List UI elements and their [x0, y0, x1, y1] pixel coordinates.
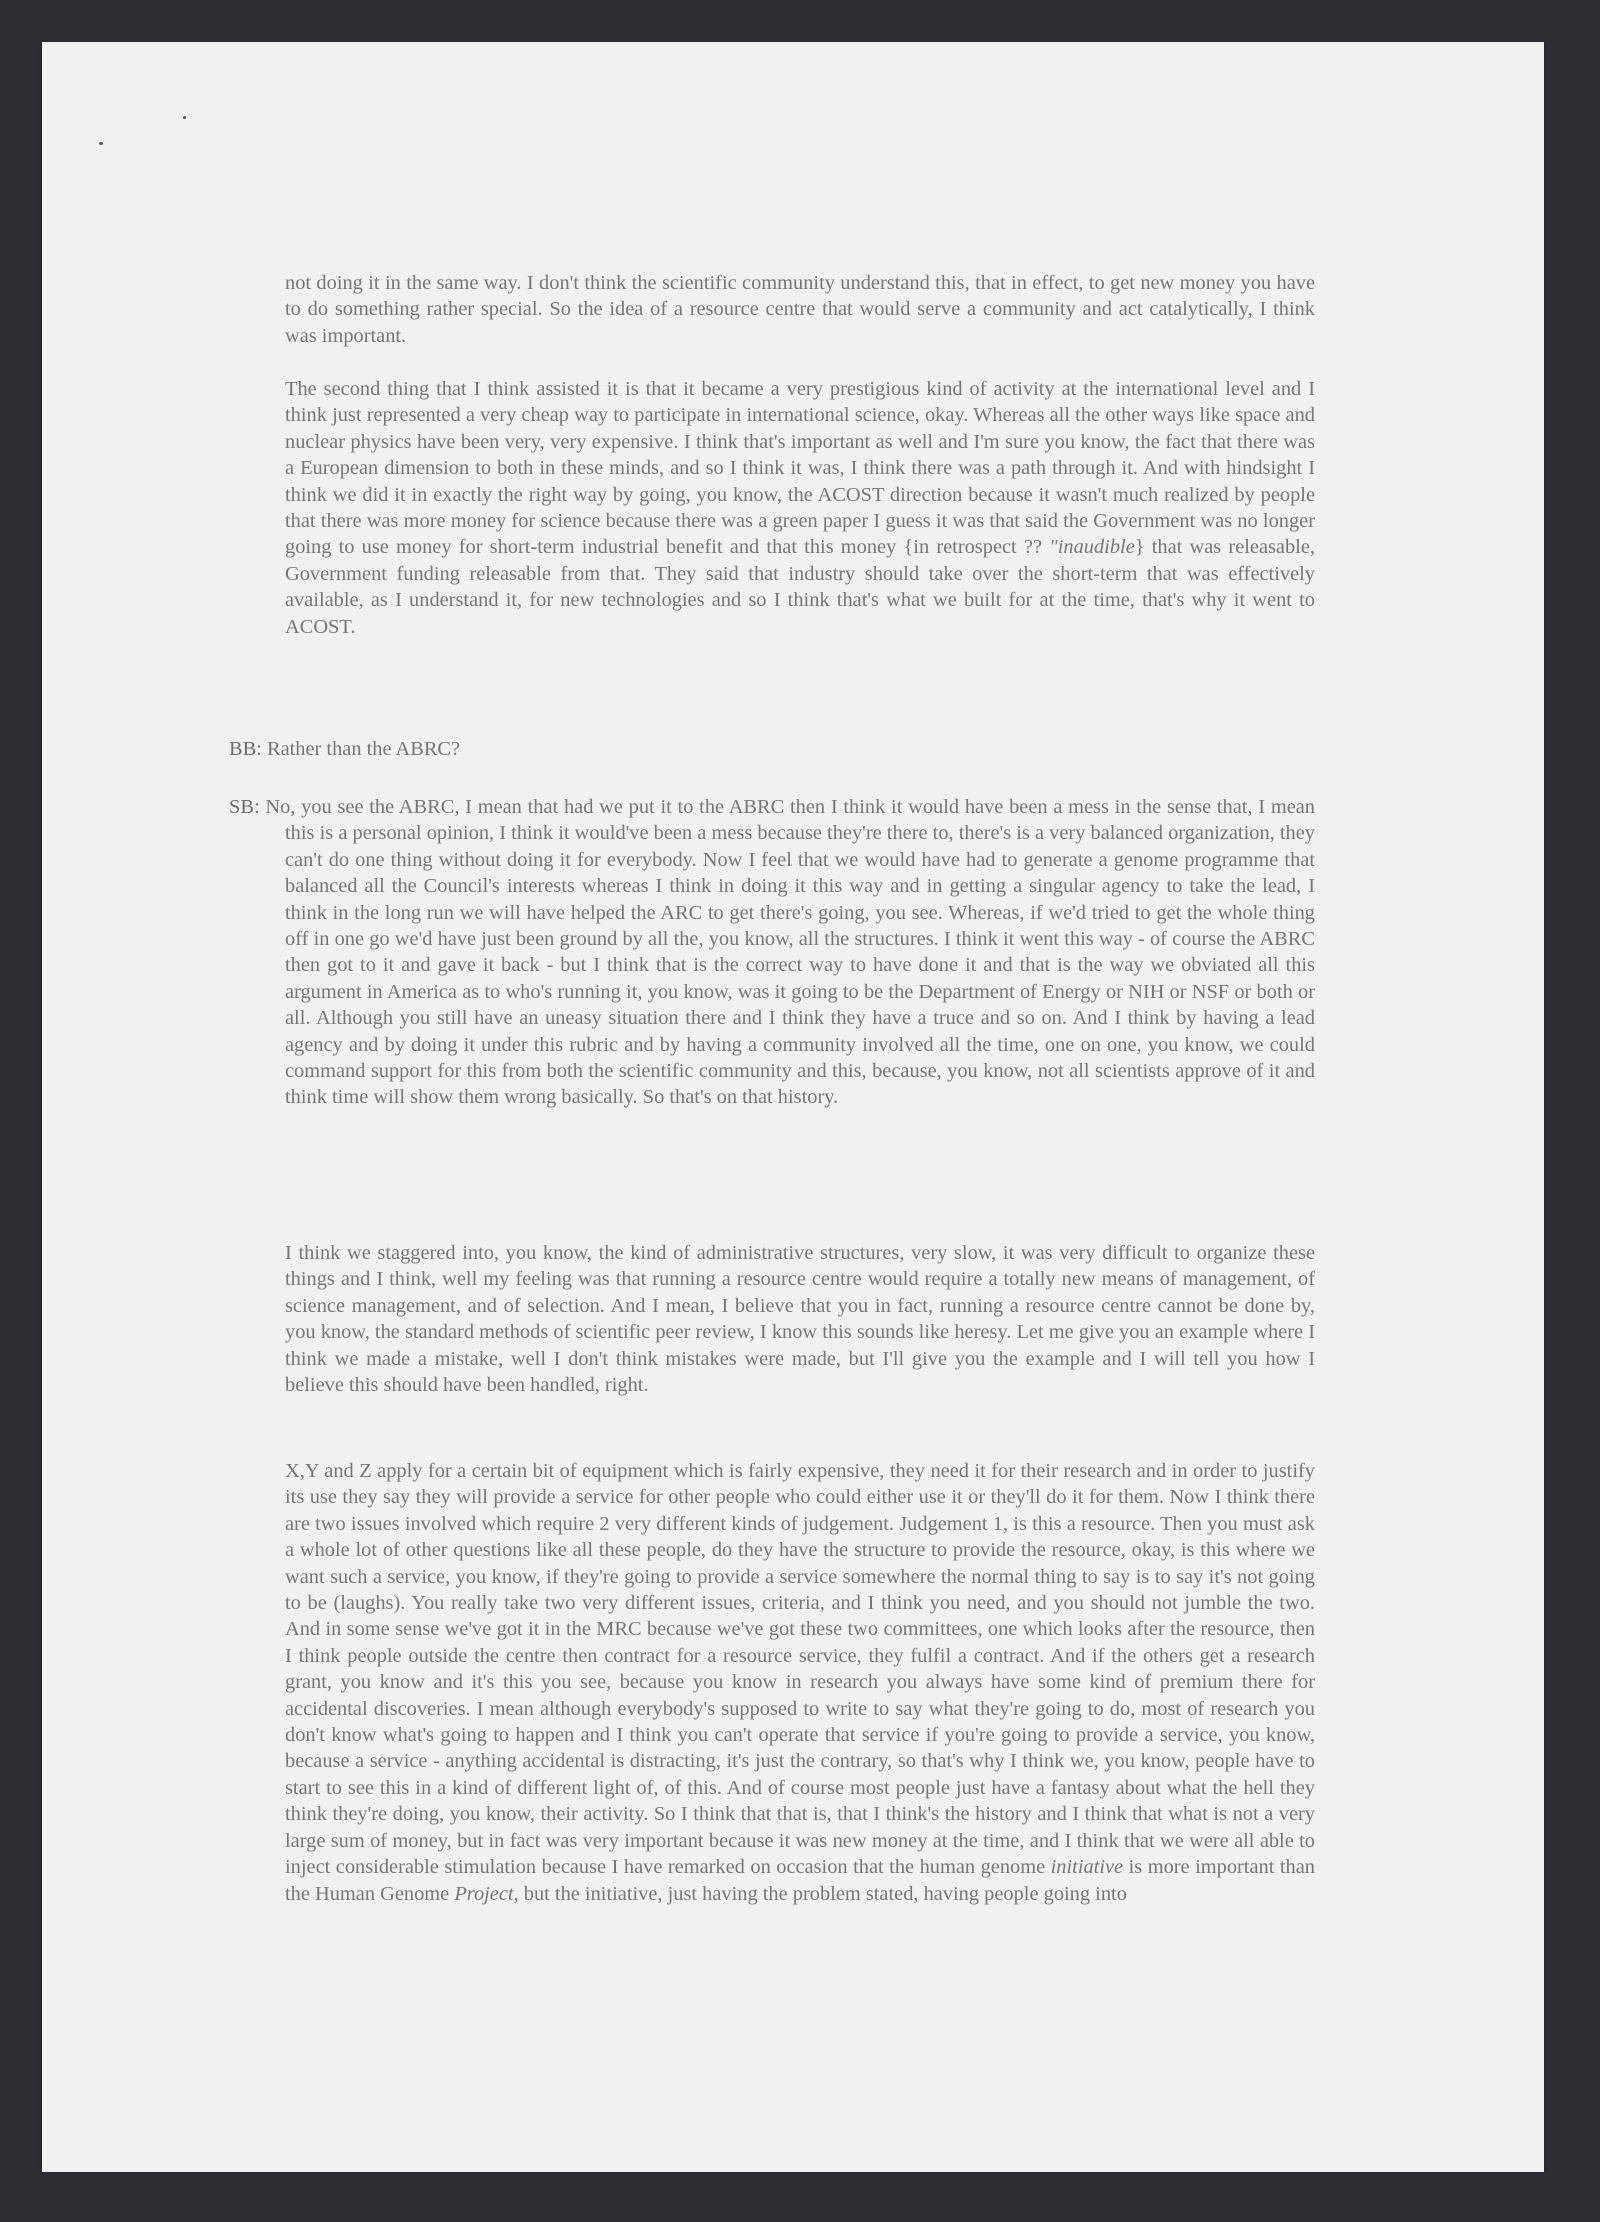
paragraph-4: X,Y and Z apply for a certain bit of equipment which is fairly expensive, they need it for their research and in order to justify its use they say they will provide a service for other people who could either use it or they'll do it for them. Now I think there are two issues involved which require 2 very different kinds of judgement. Judgement 1, is this a resource. Then you must ask a whole lot of other questions like all these people, do they have the structure to provide the resource, okay, is this where we want such a service, you know, if they're going to provide a service somewhere the normal thing to say is to say it's not going to be (laughs). You really take two very different issues, criteria, and I think you need, and you should not jumble the two. And in some sense we've got it in the MRC because we've got these two committees, one which looks after the resource, then I think people outside the centre then contract for a resource service, they fulfil a contract. And if the others get a research grant, you know and it's this you see, because you know in research you always have some kind of premium there for accidental discoveries. I mean although everybody's supposed to write to say what they're going to do, most of research you don't know what's going to happen and I think you can't operate that service if you're going to provide a service, you know, because a service - anything accidental is distracting, it's just the contrary, so that's why I think we, you know, people have to start to see this in a kind of different light of, of this. And of course most people just have a fantasy about what the hell they think they're doing, you know, their activity. So I think that that is, that I think's the history and I think that what is not a very large sum of money, but in fact was very important because it was new money at the time, and I think that we were all able to inject considerable stimulation because I have remarked on occasion that the human genome initiative is more important than the Human Genome Project, but the initiative, just having the problem stated, having people going into — [285, 1460, 1315, 1905]
speaker-label-bb: BB: — [229, 738, 262, 760]
inaudible-note: "inaudible — [1049, 536, 1135, 559]
speaker-label-sb: SB: — [229, 796, 260, 818]
paragraph-1: not doing it in the same way. I don't think the scientific community understand this, that in effect, to get new money you have to do something rather special. So the idea of a resource centre that would serve a community and act catalytically, I think was important. — [285, 272, 1315, 347]
initiative-emphasis: initiative — [1050, 1856, 1124, 1879]
speaker-bb-line: BB: Rather than the ABRC? — [229, 738, 461, 760]
paragraph-2: The second thing that I think assisted it is that it became a very prestigious kind of activity at the international level and I think just represented a very cheap way to participate in international science, okay. Whereas all the other ways like space and nuclear physics have been very, very expensive. I think that's important as well and I'm sure you know, the fact that there was a European dimension to both in these minds, and so I think it was, I think there was a path through it. And with hindsight I think we did it in exactly the right way by going, you know, the ACOST direction because it wasn't much realized by people that there was more money for science because there was a green paper I guess it was that said the Government was no longer going to use money for short-term industrial benefit and that this money {in retrospect ?? "inaudible} that was releasable, Government funding releasable from that. They said that industry should take over the short-term that was effectively available, as I understand it, for new technologies and so I think that's what we built for at the time, that's why it went to ACOST. — [285, 378, 1315, 638]
paragraph-3: I think we staggered into, you know, the kind of administrative structures, very slow, it was very difficult to organize these things and I think, well my feeling was that running a resource centre would require a totally new means of management, of science management, and of selection. And I mean, I believe that you in fact, running a resource centre cannot be done by, you know, the standard methods of scientific peer review, I know this sounds like heresy. Let me give you an example where I think we made a mistake, well I don't think mistakes were made, but I'll give you the example and I will tell you how I believe this should have been handled, right. — [285, 1242, 1315, 1397]
document-page — [42, 42, 1544, 2172]
scan-speck — [183, 116, 186, 119]
speaker-sb-paragraph: SB: No, you see the ABRC, I mean that had we put it to the ABRC then I think it would have been a mess in the sense that, I mean this is a personal opinion, I think it would've been a mess because they're there to, there's is a very balanced organization, they can't do one thing without doing it for everybody. Now I feel that we would have had to generate a genome programme that balanced all the Council's interests whereas I think in doing it this way and in getting a singular agency to take the lead, I think in the long run we will have helped the ARC to get there's going, you see. Whereas, if we'd tried to get the whole thing off in one go we'd have just been ground by all the, you know, all the structures. I think it went this way - of course the ABRC then got to it and gave it back - but I think that is the correct way to have done it and that is the way we obviated all this argument in America as to who's running it, you know, was it going to be the Department of Energy or NIH or NSF or both or all. Although you still have an uneasy situation there and I think they have a truce and so on. And I think by having a lead agency and by doing it under this rubric and by having a community involved all the time, one on one, you know, we could command support for this from both the scientific community and this, because, you know, not all scientists approve of it and think time will show them wrong basically. So that's on that history. — [229, 796, 1315, 1109]
scan-speck — [99, 142, 103, 145]
project-emphasis: Project — [454, 1882, 514, 1905]
